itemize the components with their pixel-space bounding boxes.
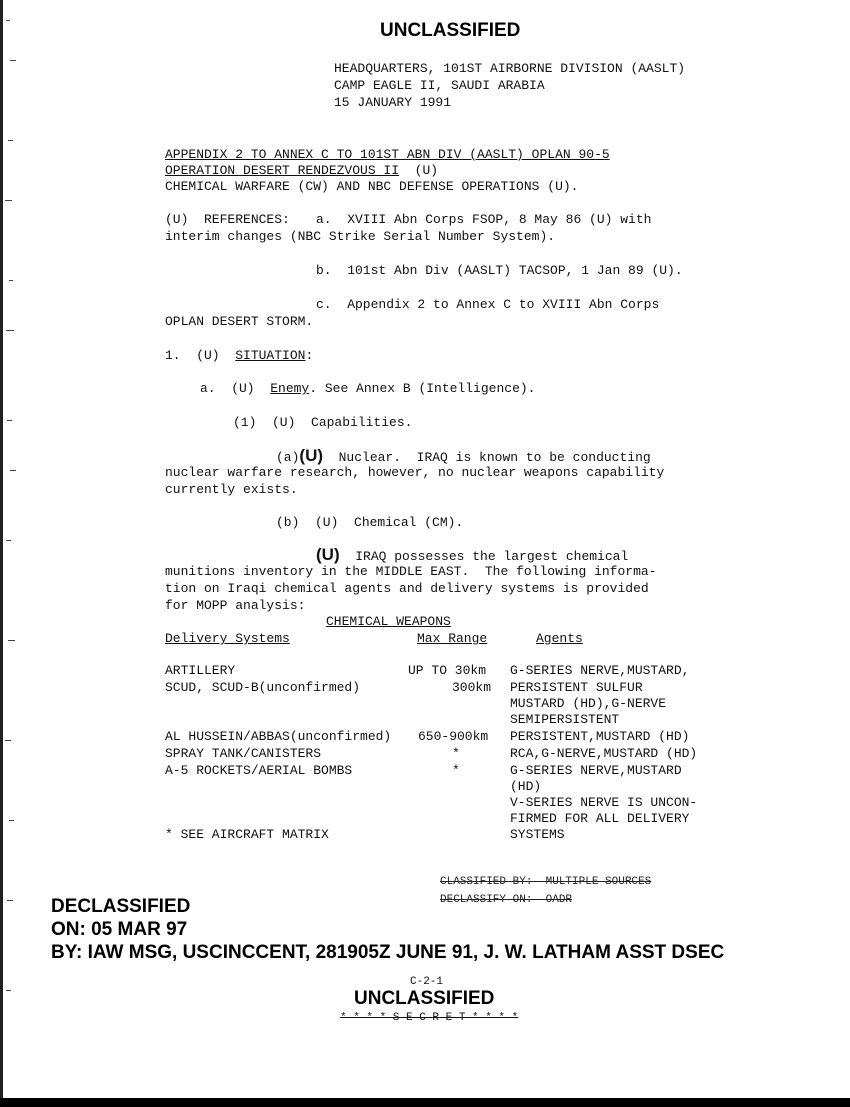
- weapons-header-range: Max Range: [417, 631, 488, 646]
- situation-heading: [165, 347, 313, 364]
- title-operation-class: (U): [414, 163, 439, 178]
- enemy-reference: . See Annex B (Intelligence).: [309, 381, 536, 396]
- header-unit: HEADQUARTERS, 101ST AIRBORNE DIVISION (AASLT): [334, 61, 686, 76]
- situation-enemy: [200, 380, 535, 397]
- scan-edge-artifact: [0, 0, 22, 1107]
- weapons-table-caption: CHEMICAL WEAPONS: [326, 614, 451, 629]
- title-operation: [165, 162, 438, 179]
- table-row-system: A-5 ROCKETS/AERIAL BOMBS: [165, 763, 353, 778]
- references-label: (U) REFERENCES:: [165, 212, 290, 227]
- table-row-agents: PERSISTENT,MUSTARD (HD): [510, 729, 690, 744]
- enemy-label: Enemy: [270, 381, 310, 396]
- reference-b: b. 101st Abn Div (AASLT) TACSOP, 1 Jan 89 (U).: [316, 263, 683, 278]
- table-row-range: *: [452, 746, 460, 761]
- reference-c-line1: c. Appendix 2 to Annex C to XVIII Abn Corps: [316, 297, 660, 312]
- chemical-handwritten-mark: (U): [316, 545, 340, 564]
- weapons-header-agents: Agents: [536, 631, 583, 646]
- weapons-header-delivery: Delivery Systems: [165, 631, 290, 646]
- situation-colon: :: [305, 348, 314, 363]
- table-row-agents: SYSTEMS: [510, 827, 565, 842]
- title-appendix: APPENDIX 2 TO ANNEX C TO 101ST ABN DIV (AASLT) OPLAN 90-5: [165, 147, 610, 162]
- secret-marking-struck: * * * * S E C R E T * * * *: [340, 1012, 519, 1024]
- table-row-agents: G-SERIES NERVE,MUSTARD,: [510, 663, 690, 678]
- chemical-text-line3: tion on Iraqi chemical agents and delivery systems is provided: [165, 581, 649, 596]
- nuclear-text-line2: nuclear warfare research, however, no nuclear weapons capability: [165, 465, 665, 480]
- table-row-agents: (HD): [510, 779, 542, 794]
- table-row-agents: RCA,G-NERVE,MUSTARD (HD): [510, 746, 698, 761]
- table-row-system: ARTILLERY: [165, 663, 236, 678]
- top-classification-marking: UNCLASSIFIED: [380, 20, 521, 41]
- nuclear-text-line3: currently exists.: [165, 482, 298, 497]
- reference-c-line2: OPLAN DESERT STORM.: [165, 314, 314, 329]
- title-subject: CHEMICAL WARFARE (CW) AND NBC DEFENSE OPERATIONS (U).: [165, 179, 579, 194]
- table-row-agents: FIRMED FOR ALL DELIVERY: [510, 811, 690, 826]
- reference-a-line2: interim changes (NBC Strike Serial Number System).: [165, 229, 556, 244]
- header-location: CAMP EAGLE II, SAUDI ARABIA: [334, 78, 545, 93]
- situation-title: SITUATION: [235, 348, 306, 363]
- declassify-on-struck: DECLASSIFY ON: OADR: [440, 894, 573, 906]
- situation-number: 1. (U): [165, 348, 220, 363]
- nuclear-text-line1: Nuclear. IRAQ is known to be conducting: [338, 450, 651, 465]
- page-number: C-2-1: [410, 976, 444, 988]
- declassified-stamp-authority: BY: IAW MSG, USCINCCENT, 281905Z JUNE 91, J. W. LATHAM ASST DSEC: [51, 942, 725, 963]
- bottom-classification-marking: UNCLASSIFIED: [354, 988, 495, 1009]
- declassified-stamp-date: ON: 05 MAR 97: [51, 919, 188, 940]
- nuclear-handwritten-mark: (U): [299, 446, 324, 465]
- nuclear-prefix: (a): [276, 450, 300, 465]
- table-row-agents: PERSISTENT SULFUR: [510, 680, 643, 695]
- chemical-text-line2: munitions inventory in the MIDDLE EAST. The following informa-: [165, 564, 657, 579]
- table-row-agents: G-SERIES NERVE,MUSTARD: [510, 763, 682, 778]
- header-date: 15 JANUARY 1991: [334, 95, 452, 110]
- scan-bottom-bar: [0, 1098, 850, 1107]
- enemy-prefix: a. (U): [200, 381, 255, 396]
- chemical-heading: (b) (U) Chemical (CM).: [276, 515, 464, 530]
- aircraft-matrix-footnote: * SEE AIRCRAFT MATRIX: [165, 827, 329, 842]
- title-operation-name: OPERATION DESERT RENDEZVOUS II: [165, 163, 400, 178]
- declassified-stamp-line1: DECLASSIFIED: [51, 896, 191, 917]
- table-row-system: SPRAY TANK/CANISTERS: [165, 746, 322, 761]
- chemical-text-line4: for MOPP analysis:: [165, 598, 306, 613]
- table-row-system: AL HUSSEIN/ABBAS(unconfirmed): [165, 729, 392, 744]
- table-row-agents: V-SERIES NERVE IS UNCON-: [510, 795, 698, 810]
- table-row-range: 650-900km: [418, 729, 489, 744]
- table-row-agents: SEMIPERSISTENT: [510, 712, 620, 727]
- table-row-range: *: [452, 763, 460, 778]
- classified-by-struck: CLASSIFIED BY: MULTIPLE SOURCES: [440, 876, 652, 888]
- table-row-system: SCUD, SCUD-B(unconfirmed): [165, 680, 361, 695]
- reference-a-line1: a. XVIII Abn Corps FSOP, 8 May 86 (U) with: [316, 212, 652, 227]
- chemical-text-line1: IRAQ possesses the largest chemical: [355, 549, 629, 564]
- table-row-agents: MUSTARD (HD),G-NERVE: [510, 696, 667, 711]
- capabilities-heading: (1) (U) Capabilities.: [233, 415, 413, 430]
- table-row-range: 300km: [452, 680, 492, 695]
- table-row-range: UP TO 30km: [408, 663, 487, 678]
